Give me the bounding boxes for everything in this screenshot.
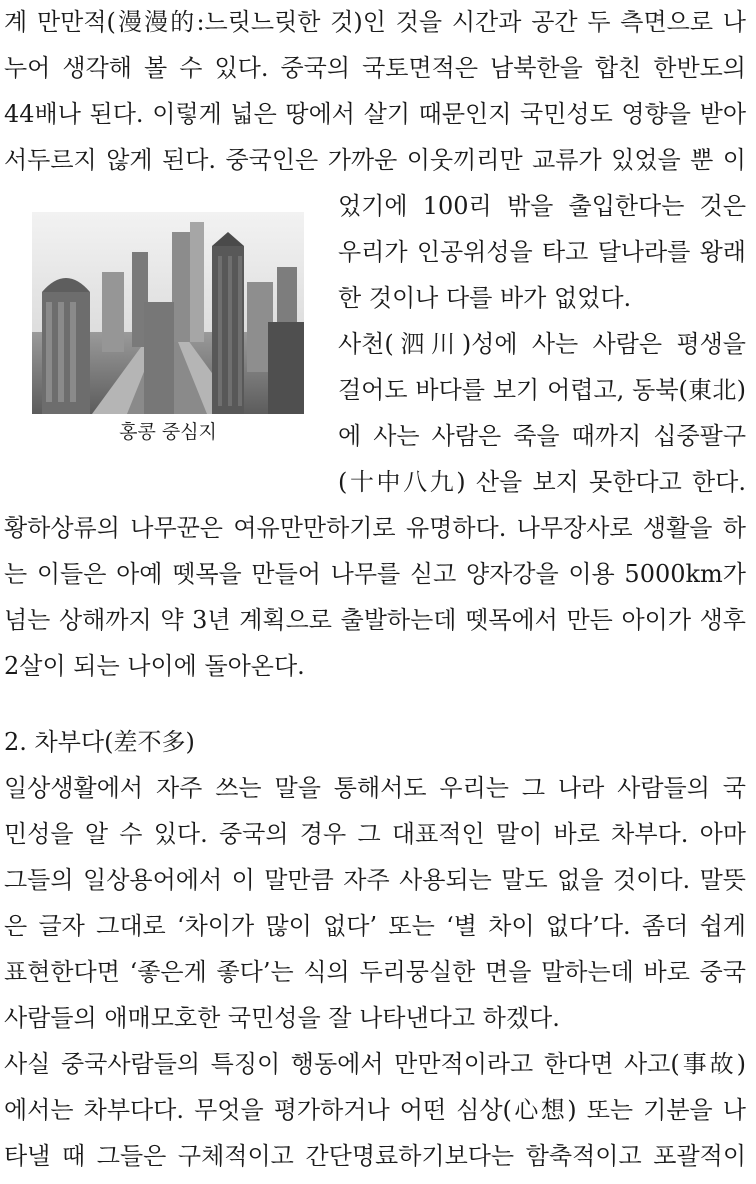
section-line-3: 그들의 일상용어에서 이 말만큼 자주 사용되는 말도 없을 것이다. 말뜻	[4, 866, 746, 894]
side-line-6: 에 사는 사람은 죽을 때까지 십중팔구	[338, 422, 746, 450]
body-line-1: 계 만만적(漫漫的:느릿느릿한 것)인 것을 시간과 공간 두 측면으로 나	[4, 8, 746, 36]
side-line-4: 사천(泗川)성에 사는 사람은 평생을	[338, 330, 746, 358]
side-line-7: (十中八九) 산을 보지 못한다고 한다.	[338, 468, 746, 496]
city-photo-figure	[32, 212, 304, 444]
section-line-1: 일상생활에서 자주 쓰는 말을 통해서도 우리는 그 나라 사람들의 국	[4, 774, 746, 802]
section-line-5: 표현한다면 ‘좋은게 좋다’는 식의 두리뭉실한 면을 말하는데 바로 중국	[4, 958, 746, 986]
section-heading: 2. 차부다(差不多)	[4, 728, 195, 756]
side-line-3: 한 것이나 다를 바가 없었다.	[338, 284, 632, 312]
side-line-5: 걸어도 바다를 보기 어렵고, 동북(東北)	[338, 376, 746, 404]
city-skyline-photo	[32, 212, 304, 414]
after-line-1: 황하상류의 나무꾼은 여유만만하기로 유명하다. 나무장사로 생활을 하	[4, 514, 746, 542]
section-line-7: 사실 중국사람들의 특징이 행동에서 만만적이라고 한다면 사고(事故)	[4, 1050, 746, 1078]
after-line-2: 는 이들은 아예 뗏목을 만들어 나무를 싣고 양자강을 이용 5000km가	[4, 560, 746, 588]
section-line-2: 민성을 알 수 있다. 중국의 경우 그 대표적인 말이 바로 차부다. 아마	[4, 820, 746, 848]
section-line-9: 타낼 때 그들은 구체적이고 간단명료하기보다는 함축적이고 포괄적이	[4, 1142, 746, 1170]
photo-caption: 홍콩 중심지	[119, 421, 217, 443]
section-line-6: 사람들의 애매모호한 국민성을 잘 나타낸다고 하겠다.	[4, 1004, 560, 1032]
body-line-2: 누어 생각해 볼 수 있다. 중국의 국토면적은 남북한을 합친 한반도의	[4, 54, 746, 82]
after-line-4: 2살이 되는 나이에 돌아온다.	[4, 652, 305, 680]
section-line-4: 은 글자 그대로 ‘차이가 많이 없다’ 또는 ‘별 차이 없다’다. 좀더 쉽게	[4, 912, 746, 940]
side-line-1: 었기에 100리 밖을 출입한다는 것은	[338, 192, 746, 220]
side-line-2: 우리가 인공위성을 타고 달나라를 왕래	[338, 238, 746, 266]
body-line-3: 44배나 된다. 이렇게 넓은 땅에서 살기 때문인지 국민성도 영향을 받아	[4, 100, 746, 128]
city-skyline-illustration	[32, 212, 304, 414]
after-line-3: 넘는 상해까지 약 3년 계획으로 출발하는데 뗏목에서 만든 아이가 생후	[4, 606, 746, 634]
body-line-4: 서두르지 않게 된다. 중국인은 가까운 이웃끼리만 교류가 있었을 뿐 이	[4, 146, 746, 174]
section-line-8: 에서는 차부다다. 무엇을 평가하거나 어떤 심상(心想) 또는 기분을 나	[4, 1096, 746, 1124]
